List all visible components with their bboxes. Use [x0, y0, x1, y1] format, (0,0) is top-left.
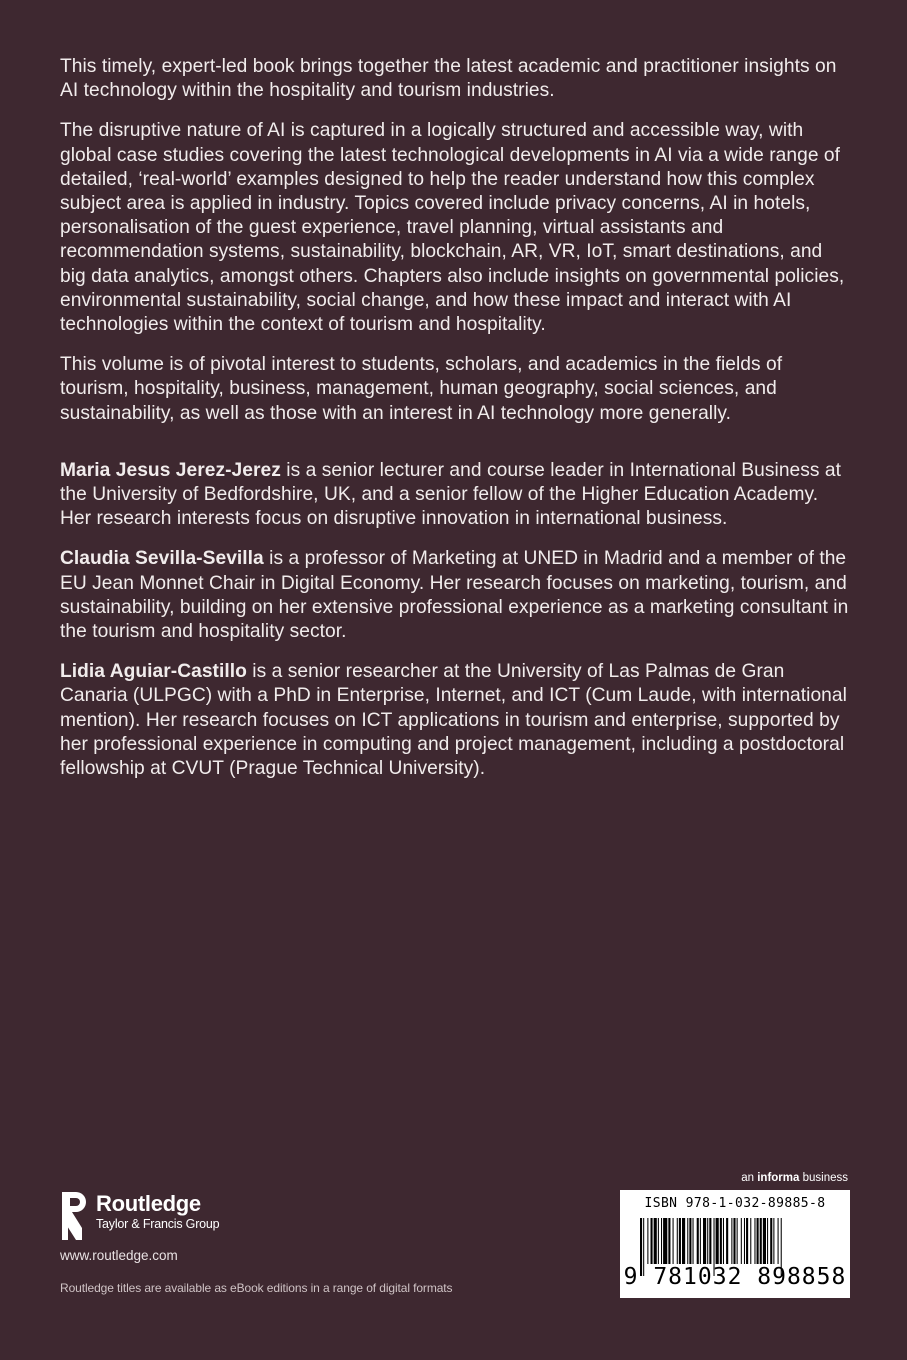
barcode-bar: [709, 1218, 711, 1264]
barcode-bar: [689, 1218, 691, 1264]
author-bio-3: [60, 660, 850, 781]
barcode-bar: [700, 1218, 701, 1264]
barcode-bar: [654, 1218, 657, 1264]
barcode-bar: [757, 1218, 759, 1264]
author-bio-text: is a senior researcher at the University of Las Palmas de Gran Canaria (ULPGC) with a PhD in Enterprise, Internet, and ICT (Cum Laude, with international mention). Her research focuses on ICT applications in tourism and enterprise, supported by her professional experience in computing and project management, including a postdoctoral fellowship at CVUT (Prague Technical University).: [60, 661, 847, 780]
publisher-block: [60, 1190, 580, 1295]
barcode-bar: [703, 1218, 706, 1264]
author-name: Claudia Sevilla-Sevilla: [60, 548, 264, 570]
barcode-bar: [720, 1218, 722, 1264]
author-bio-text: is a senior lecturer and course leader in International Business at the University of Bedfordshire, UK, and a senior fellow of the Higher Education Academy. Her research interests focus on disruptive innovation in international business.: [60, 459, 842, 530]
barcode-bar: [770, 1218, 772, 1264]
barcode-bar: [731, 1218, 732, 1264]
author-name: Maria Jesus Jerez-Jerez: [60, 459, 281, 481]
ebook-note: Routledge titles are available as eBook editions in a range of digital formats: [60, 1281, 453, 1295]
barcode-bar: [673, 1218, 674, 1264]
publisher-name: Routledge: [96, 1191, 201, 1216]
informa-tagline: an informa business: [741, 1172, 848, 1184]
description-paragraph-2: The disruptive nature of AI is captured in a logically structured and accessible way, with global case studies covering the latest technological developments in AI via a wide range of detailed, ‘real-world’ examples designed to help the reader understand how this complex subject area is applied in industry. Topics covered include privacy concerns, AI in hotels, personalisation of the guest experience, travel planning, virtual assistants and recommendation systems, sustainability, blockchain, AR, VR, IoT, smart destinations, and big data analytics, amongst others. Chapters also include insights on governmental policies, environmental sustainability, social change, and how these impact and interact with AI technologies within the context of tourism and hospitality.: [60, 120, 845, 336]
publisher-group: Taylor & Francis Group: [96, 1217, 220, 1231]
barcode-bar: [760, 1218, 762, 1264]
barcode-bar: [682, 1218, 685, 1264]
barcode-bar: [651, 1218, 653, 1264]
barcode-bar: [679, 1218, 681, 1264]
barcode-bar: [744, 1218, 745, 1264]
barcode-bar: [716, 1218, 719, 1264]
publisher-logo: [60, 1190, 580, 1246]
author-name: Lidia Aguiar-Castillo: [60, 661, 247, 683]
barcode-bar: [778, 1218, 779, 1264]
informa-brand: informa: [757, 1172, 800, 1184]
barcode-bar: [746, 1218, 748, 1264]
barcode-bar: [677, 1218, 678, 1264]
barcode-bar: [726, 1218, 728, 1264]
barcode-bar: [693, 1218, 694, 1264]
barcode-bar: [741, 1218, 742, 1264]
barcode-bar: [763, 1218, 766, 1264]
barcode-bar: [707, 1218, 708, 1264]
barcode-bar: [737, 1218, 738, 1264]
author-bio-2: [60, 547, 850, 644]
barcode-bar: [687, 1218, 688, 1264]
isbn-label: ISBN 978-1-032-89885-8: [644, 1196, 826, 1211]
barcode-bar: [767, 1218, 768, 1264]
barcode-bar: [733, 1218, 735, 1264]
author-bio-1: [60, 459, 850, 532]
barcode-bar: [723, 1218, 724, 1264]
barcode-bar: [658, 1218, 659, 1264]
barcode-digits: 9 781032 898858: [623, 1264, 847, 1290]
description-paragraph-3: This volume is of pivotal interest to students, scholars, and academics in the fields of tourism, hospitality, business, management, human geography, social sciences, and sustainability, as well as those with an interest in AI technology more generally.: [60, 354, 783, 424]
barcode-bar: [661, 1218, 662, 1264]
barcode-bar: [668, 1218, 670, 1264]
back-cover-text: [60, 55, 850, 781]
description-paragraph-1: This timely, expert-led book brings together the latest academic and practitioner insights on AI technology within the hospitality and tourism industries.: [60, 56, 837, 102]
barcode-bar: [754, 1218, 755, 1264]
barcode-bar: [647, 1218, 648, 1264]
publisher-website[interactable]: www.routledge.com: [60, 1248, 178, 1263]
barcode-bar: [773, 1218, 774, 1264]
barcode-bar: [663, 1218, 667, 1264]
barcode-bar: [697, 1218, 699, 1264]
barcode-bar: [750, 1218, 751, 1264]
routledge-logo-icon: [60, 1190, 90, 1242]
isbn-barcode: [620, 1190, 850, 1298]
author-bio-text: is a professor of Marketing at UNED in Madrid and a member of the EU Jean Monnet Chair in Digital Economy. Her research focuses on marketing, tourism, and sustainability, building on her extensive professional experience as a marketing consultant in the tourism and hospitality sector.: [60, 548, 849, 643]
